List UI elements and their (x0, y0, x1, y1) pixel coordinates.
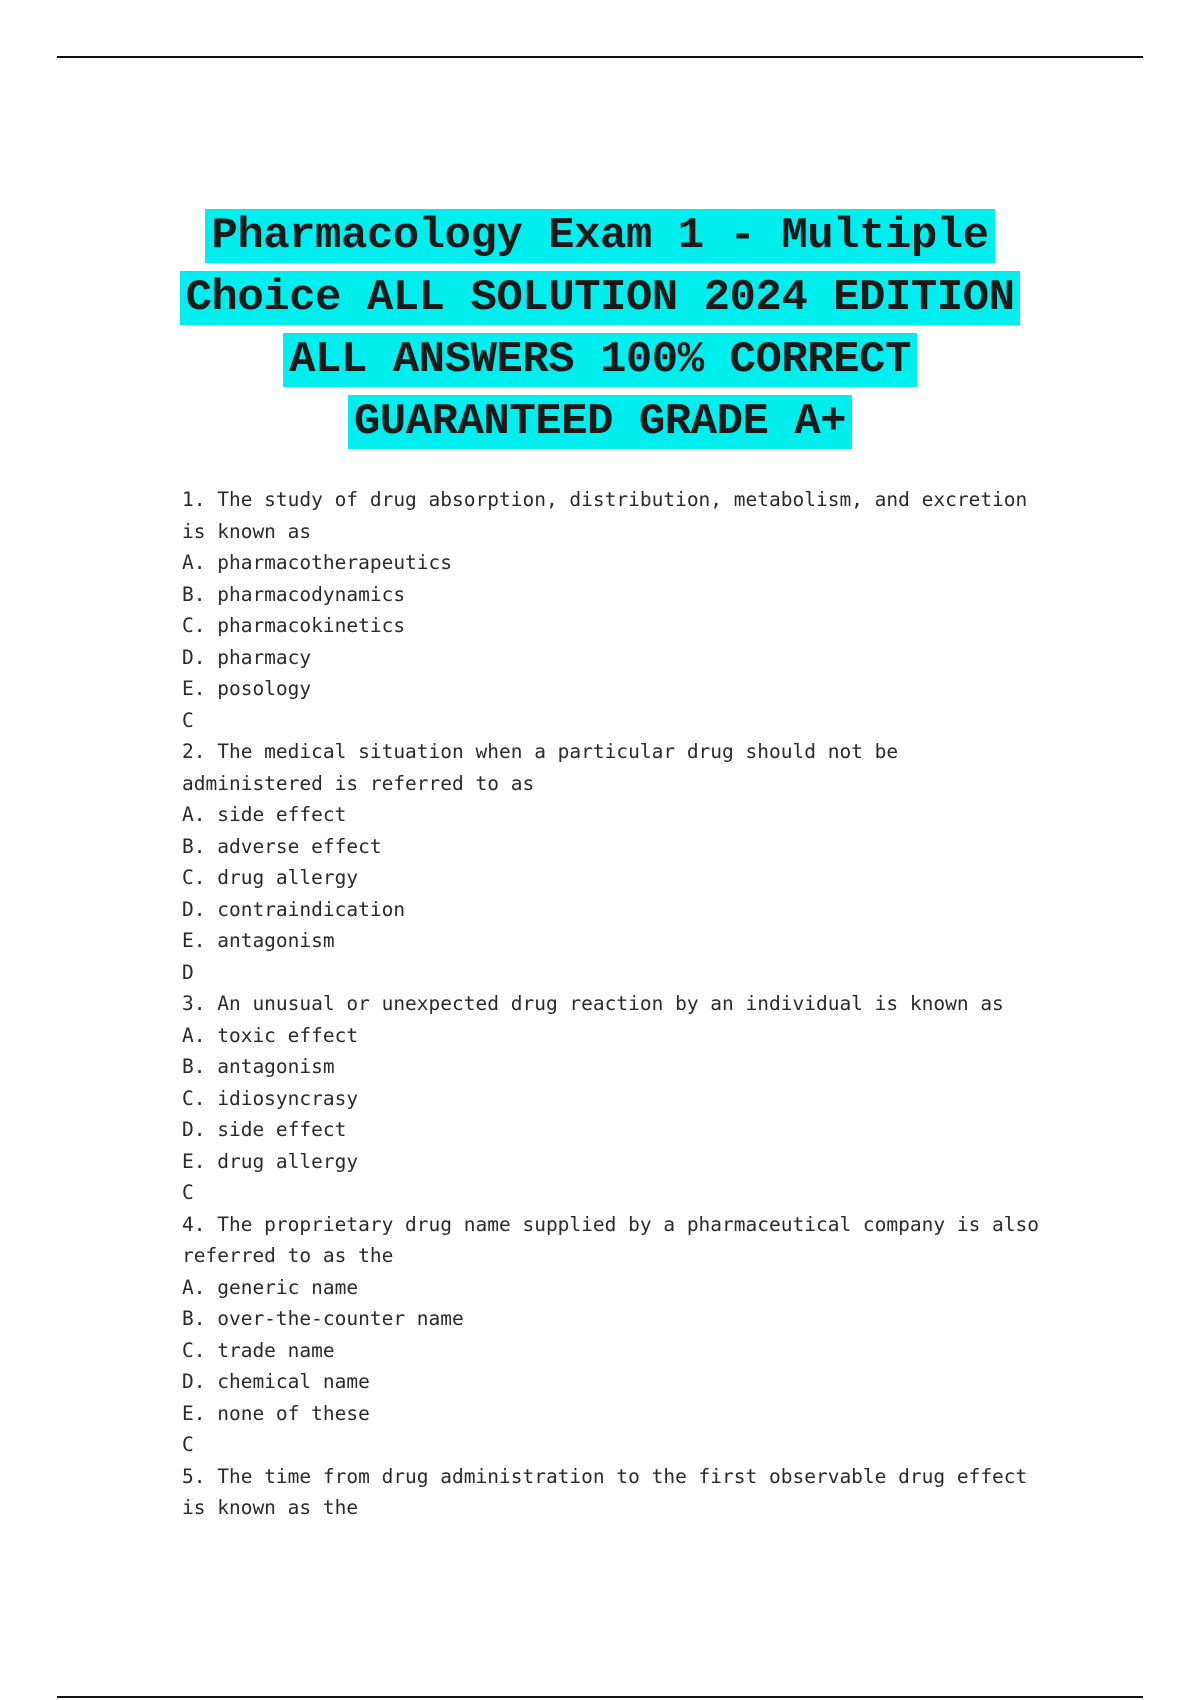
option-b: B. over-the-counter name (182, 1307, 464, 1330)
option-c: C. drug allergy (182, 866, 359, 889)
option-d: D. side effect (182, 1118, 347, 1141)
option-a: A. side effect (182, 803, 347, 826)
question-text: 1. The study of drug absorption, distribution, metabolism, and excretion is known as (182, 488, 1028, 543)
option-d: D. pharmacy (182, 645, 312, 669)
question-1 (182, 484, 1042, 736)
option-a: A. pharmacotherapeutics (182, 551, 453, 574)
answer-key: C (182, 708, 194, 732)
option-b: B. antagonism (182, 1055, 335, 1078)
answer-key: D (182, 960, 194, 984)
question-list (182, 484, 1042, 1524)
question-5 (182, 1461, 1042, 1524)
option-a: A. toxic effect (182, 1023, 359, 1047)
option-e: E. drug allergy (182, 1149, 359, 1173)
option-e: E. antagonism (182, 929, 335, 952)
option-c: C. trade name (182, 1338, 335, 1362)
question-4 (182, 1209, 1042, 1461)
option-a: A. generic name (182, 1275, 359, 1299)
question-text: 2. The medical situation when a particular drug should not be administered is referred to as (182, 740, 899, 795)
option-d: D. contraindication (182, 897, 406, 921)
option-b: B. adverse effect (182, 834, 382, 858)
question-2 (182, 736, 1042, 988)
option-d: D. chemical name (182, 1370, 370, 1393)
question-text: 3. An unusual or unexpected drug reaction by an individual is known as (182, 992, 1004, 1015)
answer-key: C (182, 1181, 194, 1204)
answer-key: C (182, 1433, 194, 1456)
option-c: C. pharmacokinetics (182, 614, 406, 637)
question-text: 5. The time from drug administration to the first observable drug effect is known as the (182, 1464, 1028, 1519)
option-e: E. none of these (182, 1401, 370, 1425)
question-3 (182, 988, 1042, 1209)
document-title (150, 205, 1050, 453)
option-e: E. posology (182, 677, 312, 700)
option-c: C. idiosyncrasy (182, 1086, 359, 1110)
top-rule (57, 56, 1143, 58)
bottom-rule (57, 1696, 1143, 1698)
option-b: B. pharmacodynamics (182, 582, 406, 606)
question-text: 4. The proprietary drug name supplied by a pharmaceutical company is also referred to as the (182, 1212, 1040, 1267)
title-highlight: Pharmacology Exam 1 - Multiple Choice ALL SOLUTION 2024 EDITION ALL ANSWERS 100% CORRECT GUARANTEED GRADE A+ (180, 209, 1021, 449)
